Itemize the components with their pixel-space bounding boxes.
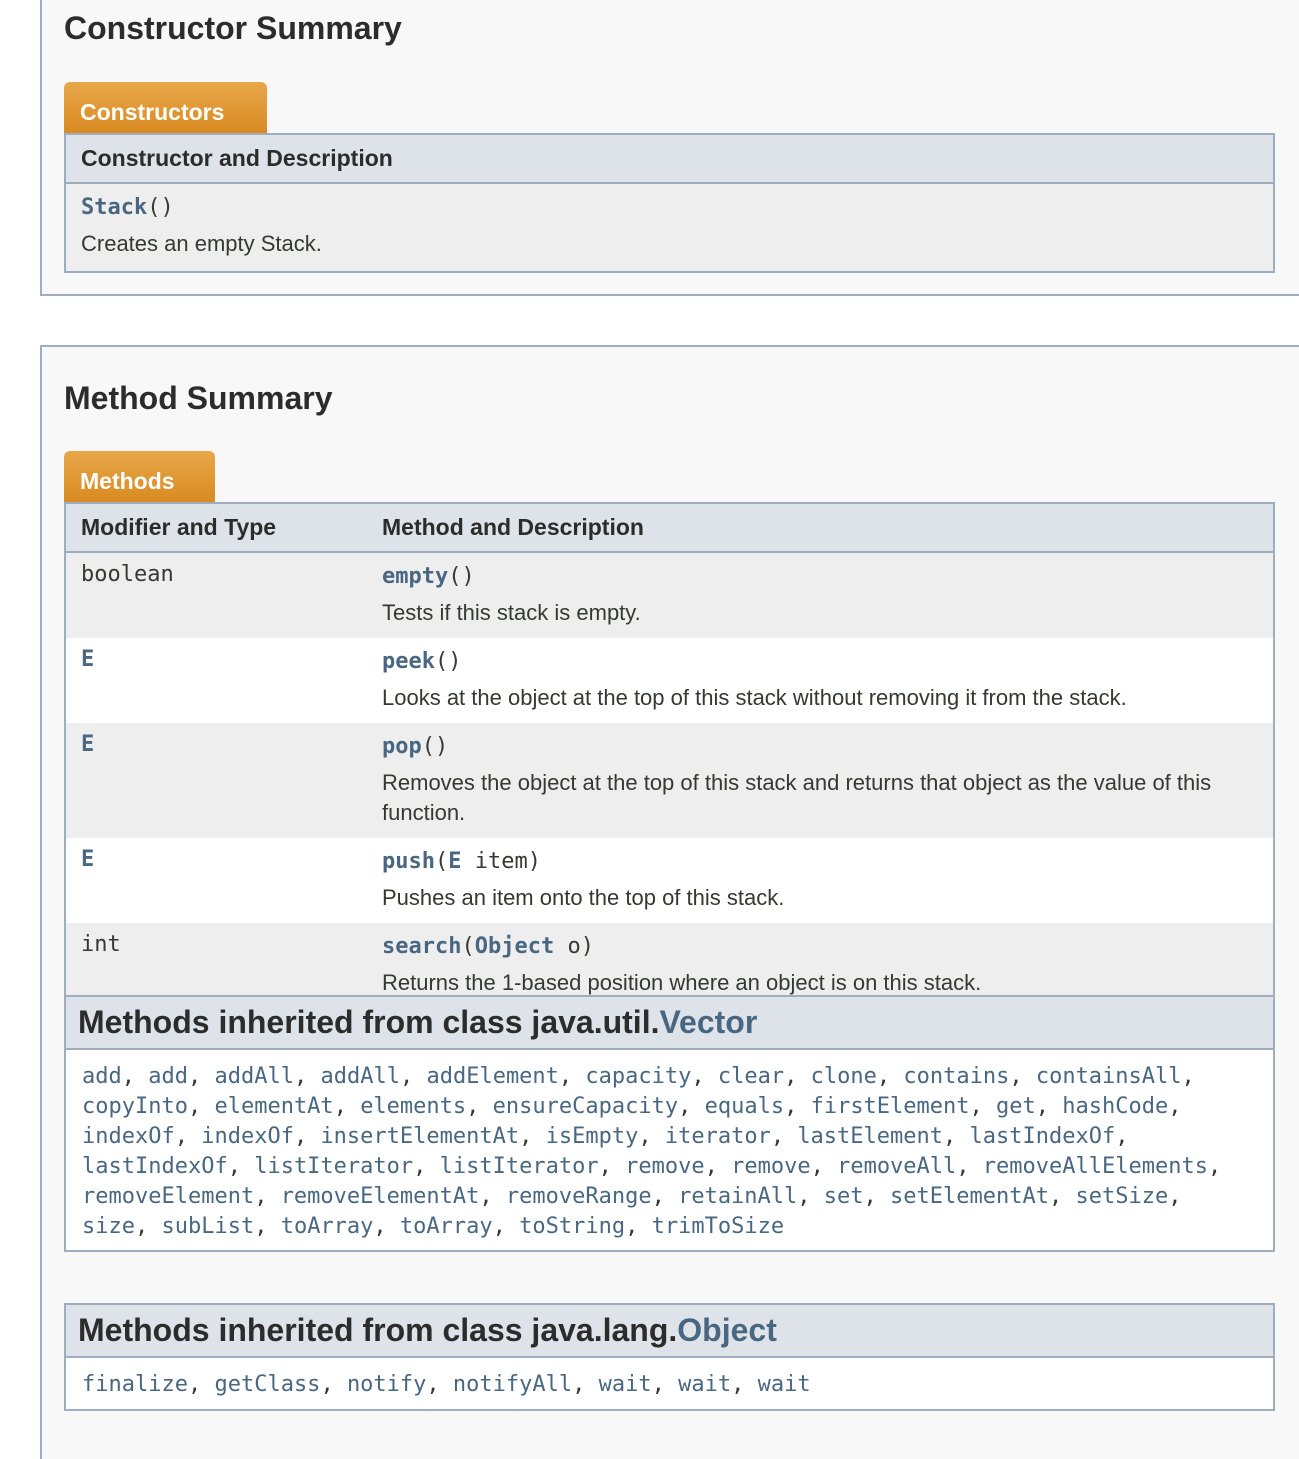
inherited-method-link[interactable]: hashCode: [1062, 1094, 1169, 1119]
inherited-method-link[interactable]: addAll: [214, 1064, 294, 1089]
inherited-object-method-list: finalize, getClass, notify, notifyAll, wait, wait, wait: [82, 1372, 811, 1397]
inherited-method-link[interactable]: containsAll: [1035, 1064, 1182, 1089]
inherited-method-link[interactable]: toString: [519, 1214, 626, 1239]
inherited-vector-heading: [66, 997, 1273, 1050]
param-type-link[interactable]: E: [448, 849, 462, 874]
return-type-link[interactable]: E: [81, 732, 95, 757]
inherited-method-link[interactable]: ensureCapacity: [492, 1094, 679, 1119]
paren-close: ): [435, 734, 449, 759]
constructor-column-header: Constructor and Description: [65, 134, 1274, 183]
paren-open: (: [448, 564, 462, 589]
constructor-summary-title: Constructor Summary: [64, 10, 402, 46]
inherited-object-prefix: Methods inherited from class java.lang.: [78, 1312, 678, 1348]
method-cell: [367, 723, 1274, 838]
inherited-method-link[interactable]: copyInto: [82, 1094, 188, 1119]
param-name: o: [554, 934, 581, 959]
inherited-method-link[interactable]: wait: [678, 1372, 732, 1397]
method-description: Pushes an item onto the top of this stack.: [382, 885, 785, 910]
paren-open: (: [434, 649, 449, 674]
return-type: int: [81, 932, 121, 957]
modifier-type-cell: [65, 638, 367, 723]
inherited-method-link[interactable]: setElementAt: [890, 1184, 1049, 1209]
method-description: Looks at the object at the top of this stack without removing it from the stack.: [382, 685, 1127, 710]
return-type-link[interactable]: E: [81, 647, 95, 672]
inherited-method-link[interactable]: removeElementAt: [280, 1184, 480, 1209]
table-row: [65, 552, 1274, 638]
inherited-method-link[interactable]: trimToSize: [651, 1214, 785, 1239]
method-description: Returns the 1-based position where an object is on this stack.: [382, 970, 982, 995]
inherited-method-link[interactable]: remove: [625, 1154, 705, 1179]
inherited-from-object: [64, 1303, 1275, 1411]
method-cell: [367, 638, 1274, 723]
table-row: [65, 638, 1274, 723]
inherited-method-link[interactable]: indexOf: [82, 1124, 175, 1149]
method-description: Removes the object at the top of this stack and returns that object as the value of this function.: [382, 770, 1212, 825]
inherited-method-link[interactable]: subList: [161, 1214, 255, 1239]
inherited-method-link[interactable]: notifyAll: [452, 1372, 573, 1397]
inherited-method-link[interactable]: addAll: [320, 1064, 400, 1089]
inherited-method-link[interactable]: elementAt: [214, 1094, 334, 1119]
inherited-method-link[interactable]: iterator: [664, 1124, 771, 1149]
methods-tab-label: Methods: [80, 468, 175, 494]
modifier-type-cell: [65, 723, 367, 838]
method-table: [64, 502, 1275, 1010]
vector-class-link[interactable]: Vector: [659, 1004, 758, 1040]
inherited-method-link[interactable]: indexOf: [201, 1124, 294, 1149]
inherited-method-link[interactable]: get: [996, 1094, 1036, 1119]
paren-open: (: [461, 934, 475, 959]
inherited-method-link[interactable]: addElement: [426, 1064, 559, 1089]
inherited-method-link[interactable]: notify: [346, 1372, 427, 1397]
inherited-method-link[interactable]: wait: [757, 1372, 811, 1397]
modifier-type-cell: [65, 552, 367, 638]
inherited-method-link[interactable]: lastIndexOf: [82, 1154, 228, 1179]
param-name: item: [461, 849, 528, 874]
table-row: [65, 723, 1274, 838]
constructor-link-stack[interactable]: Stack: [81, 195, 148, 220]
constructors-tab[interactable]: [64, 82, 267, 134]
inherited-method-link[interactable]: removeAllElements: [982, 1154, 1208, 1179]
inherited-object-heading: [66, 1305, 1273, 1358]
inherited-method-link[interactable]: isEmpty: [545, 1124, 639, 1149]
constructors-tab-label: Constructors: [80, 99, 225, 125]
inherited-method-link[interactable]: size: [82, 1214, 135, 1239]
constructor-params: (): [147, 195, 174, 220]
inherited-method-link[interactable]: wait: [598, 1372, 652, 1397]
inherited-method-link[interactable]: contains: [903, 1064, 1010, 1089]
inherited-method-link[interactable]: clear: [717, 1064, 785, 1089]
paren-close: ): [527, 849, 541, 874]
method-cell: [367, 838, 1274, 923]
inherited-method-link[interactable]: toArray: [280, 1214, 374, 1239]
inherited-method-link[interactable]: add: [148, 1064, 188, 1089]
inherited-method-link[interactable]: capacity: [585, 1064, 692, 1089]
method-link-push[interactable]: push: [382, 849, 435, 874]
inherited-vector-prefix: Methods inherited from class java.util.: [78, 1004, 660, 1040]
method-cell: [367, 552, 1274, 638]
inherited-method-link[interactable]: removeElement: [82, 1184, 255, 1209]
table-row: [65, 838, 1274, 923]
methods-tab[interactable]: [64, 451, 215, 503]
inherited-vector-method-list: add, add, addAll, addAll, addElement, capacity, clear, clone, contains, containsAll, copyInto, elementAt, elements, ensureCapacity, equals, firstElement, get, hashCode, indexOf, indexOf, insertElementAt, isEmpty, iterator, lastElement, lastIndexOf, lastIndexOf, listIterator, listIterator, remove, remove, removeAll, removeAllElements, removeElement, removeElementAt, removeRange, retainAll, set, setElementAt, setSize, size, subList, toArray, toArray, toString, trimToSize: [82, 1064, 1222, 1239]
method-description: Tests if this stack is empty.: [382, 600, 641, 625]
inherited-method-link[interactable]: equals: [704, 1094, 785, 1119]
paren-open: (: [421, 734, 435, 759]
paren-open: (: [434, 849, 449, 874]
inherited-method-link[interactable]: clone: [810, 1064, 877, 1089]
object-class-link[interactable]: Object: [677, 1312, 777, 1348]
inherited-method-link[interactable]: elements: [360, 1094, 467, 1119]
return-type-link[interactable]: E: [81, 847, 95, 872]
inherited-method-link[interactable]: listIterator: [254, 1154, 414, 1179]
inherited-method-link[interactable]: listIterator: [439, 1154, 599, 1179]
method-summary-section: [40, 345, 1299, 1459]
inherited-from-vector: [64, 995, 1275, 1252]
table-row: [65, 183, 1274, 272]
inherited-method-link[interactable]: removeRange: [505, 1184, 652, 1209]
inherited-method-link[interactable]: retainAll: [678, 1184, 798, 1209]
paren-close: ): [580, 934, 594, 959]
inherited-method-link[interactable]: firstElement: [810, 1094, 970, 1119]
param-type-link[interactable]: Object: [474, 934, 555, 959]
inherited-method-link[interactable]: lastElement: [797, 1124, 944, 1149]
inherited-method-link[interactable]: lastIndexOf: [969, 1124, 1116, 1149]
inherited-method-link[interactable]: add: [82, 1064, 122, 1089]
method-summary-title: Method Summary: [64, 380, 333, 416]
inherited-method-link[interactable]: remove: [731, 1154, 811, 1179]
inherited-method-link[interactable]: removeAll: [837, 1154, 957, 1179]
constructor-description: Creates an empty Stack.: [81, 231, 322, 256]
method-link-search[interactable]: search: [382, 934, 462, 959]
modifier-type-cell: [65, 838, 367, 923]
method-description-column-header: Method and Description: [367, 503, 1274, 552]
method-link-empty[interactable]: empty: [382, 564, 449, 589]
constructor-table: [64, 133, 1275, 273]
constructor-summary-section: [40, 0, 1299, 296]
paren-close: ): [461, 564, 475, 589]
return-type: boolean: [81, 562, 174, 587]
inherited-method-link[interactable]: set: [823, 1184, 864, 1209]
inherited-method-link[interactable]: setSize: [1075, 1184, 1169, 1209]
inherited-method-link[interactable]: getClass: [214, 1372, 321, 1397]
modifier-type-column-header: Modifier and Type: [65, 503, 367, 552]
inherited-method-link[interactable]: finalize: [82, 1372, 188, 1397]
inherited-method-link[interactable]: toArray: [399, 1214, 493, 1239]
method-link-pop[interactable]: pop: [382, 734, 422, 759]
paren-close: ): [448, 649, 462, 674]
method-link-peek[interactable]: peek: [382, 649, 435, 674]
inherited-method-link[interactable]: insertElementAt: [320, 1124, 520, 1149]
